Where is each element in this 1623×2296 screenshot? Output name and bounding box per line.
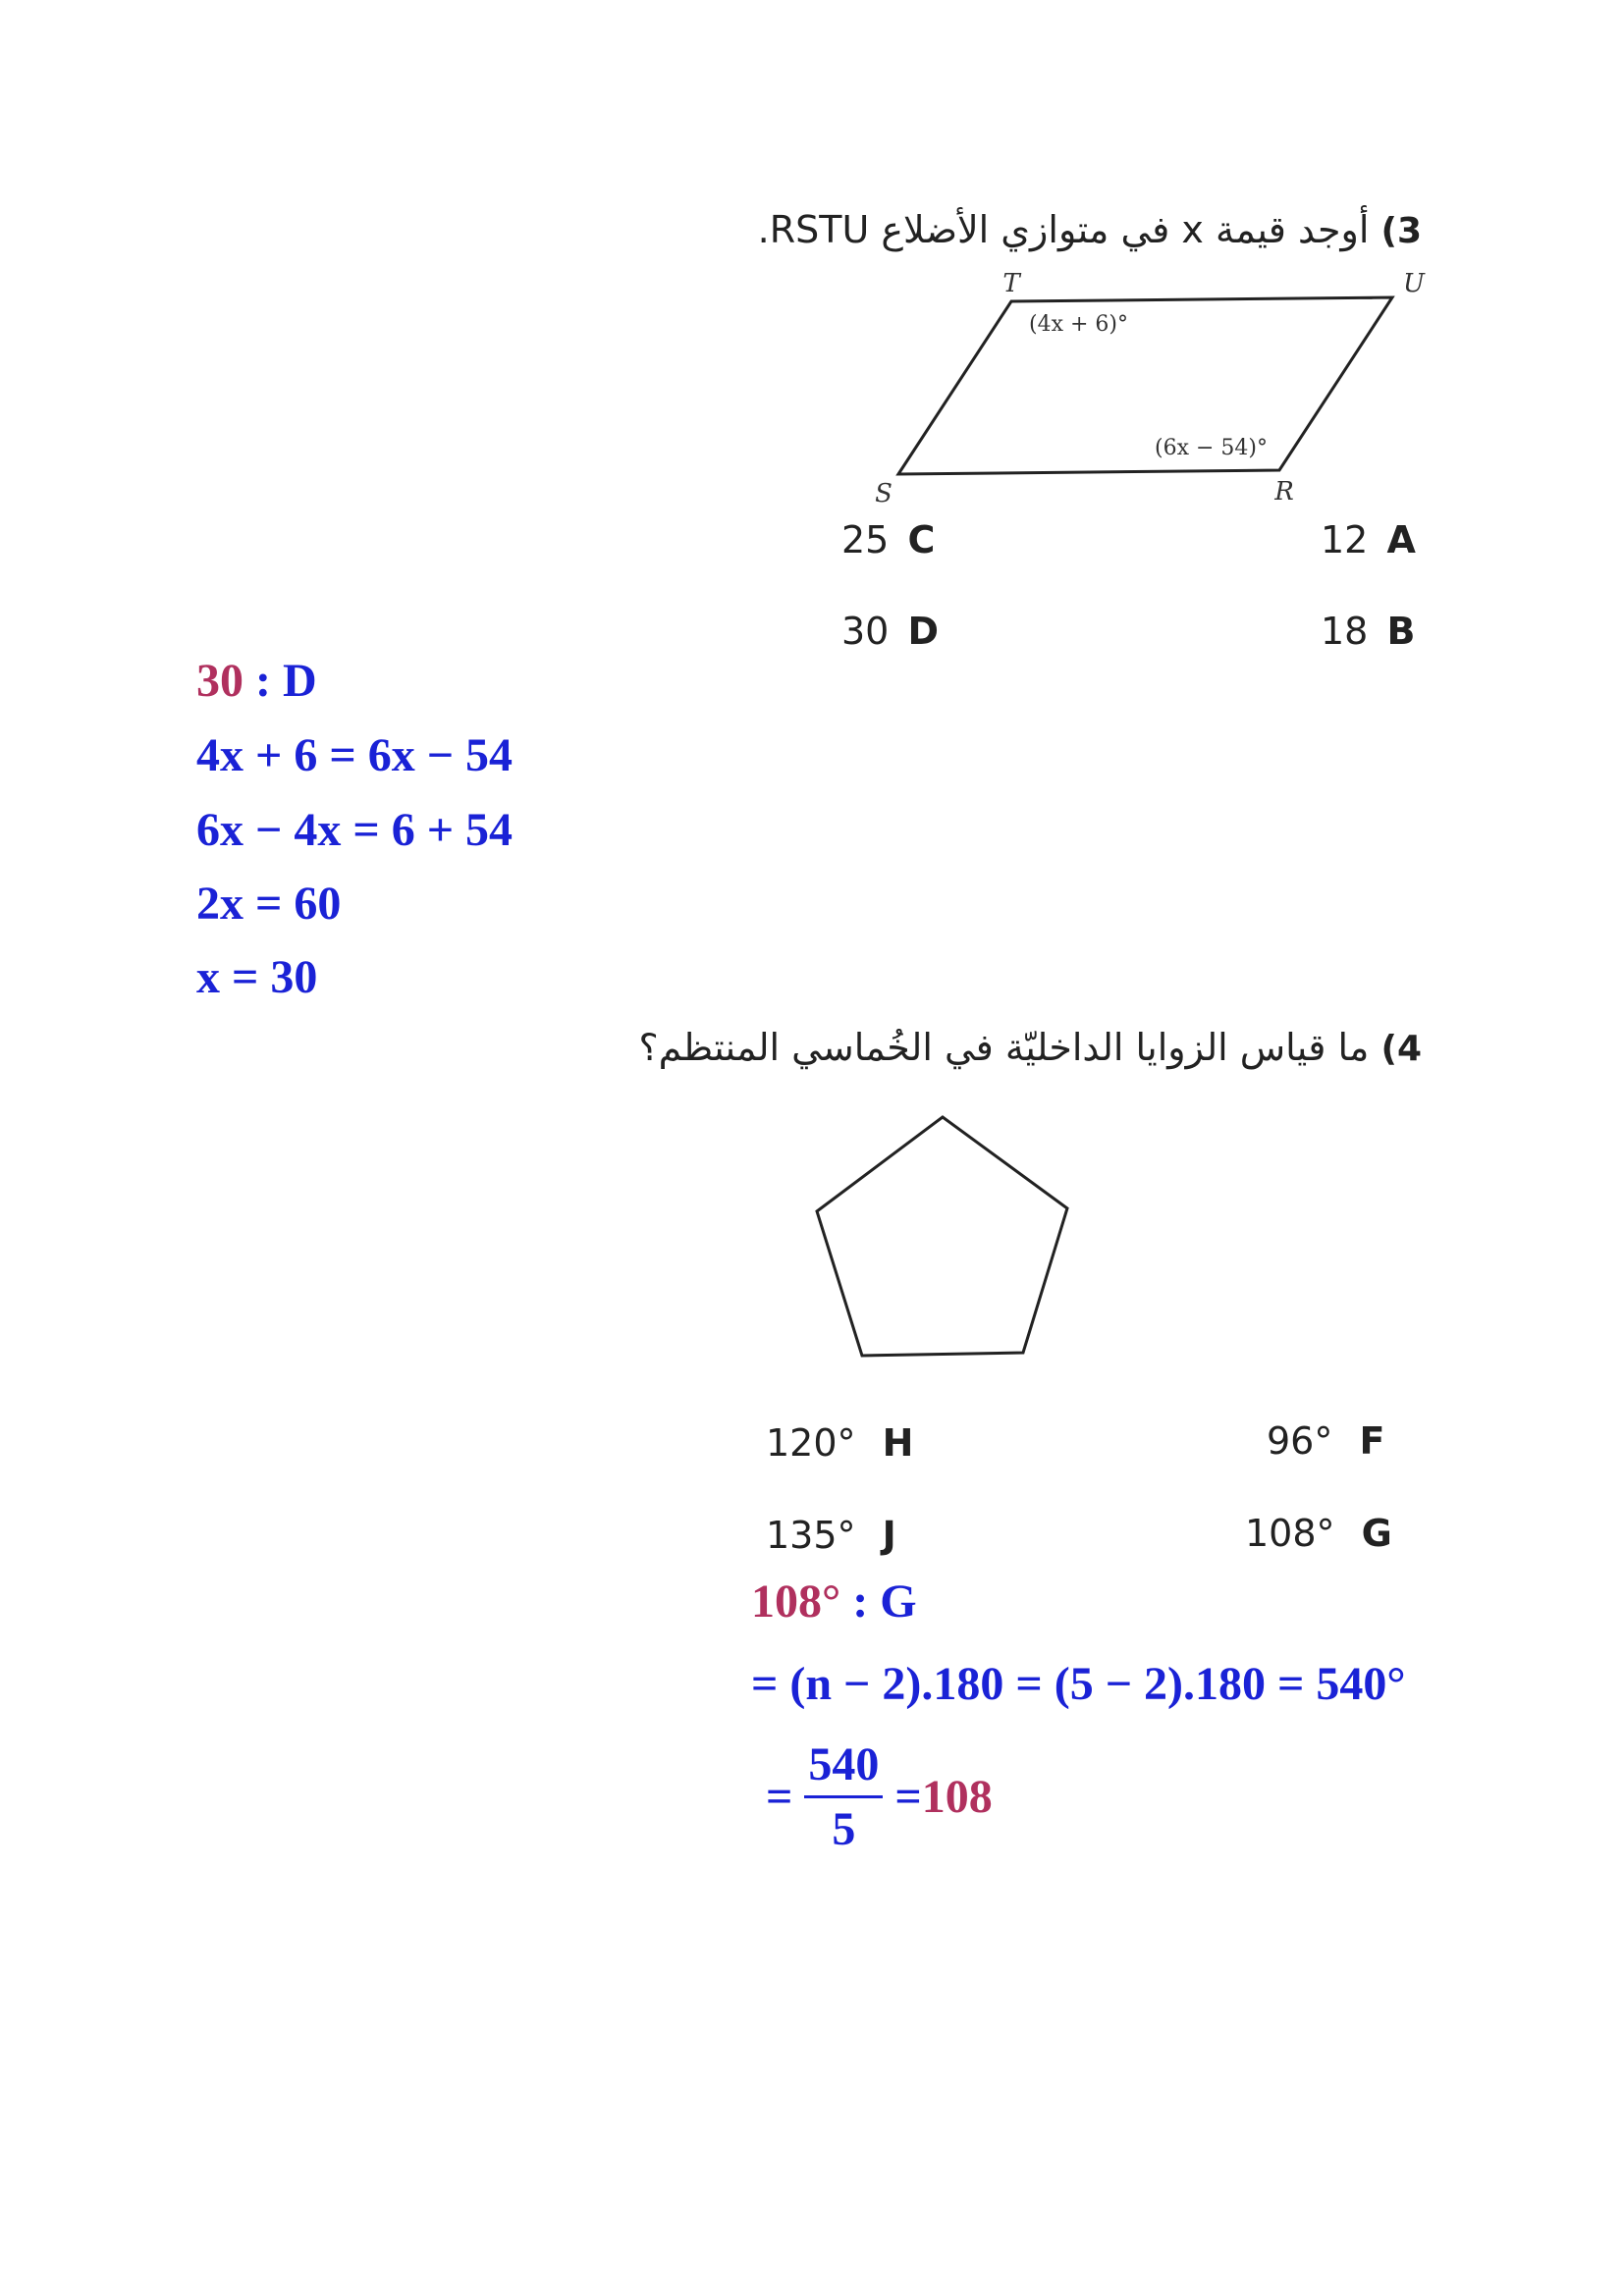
- q3-solution-step-3: 2x = 60: [196, 878, 342, 930]
- regular-pentagon: [817, 1117, 1067, 1356]
- vertex-label-u: U: [1403, 270, 1425, 298]
- q4-fraction: [804, 1737, 883, 1856]
- q3-option-d-letter: D: [907, 610, 939, 653]
- q4-option-j-letter: J: [882, 1514, 896, 1557]
- q4-fraction-equals: =: [766, 1771, 793, 1823]
- q4-fraction-line: [766, 1737, 993, 1856]
- q4-option-h-value: 120°: [766, 1421, 856, 1465]
- q4-result: 108: [921, 1771, 993, 1823]
- q3-option-b[interactable]: [1321, 610, 1415, 653]
- q4-option-j[interactable]: [766, 1514, 896, 1557]
- q3-solution-step-2: 6x − 4x = 6 + 54: [196, 804, 514, 856]
- q3-solution-step-1: 4x + 6 = 6x − 54: [196, 729, 514, 781]
- angle-label-r: (6x − 54)°: [1155, 436, 1268, 460]
- q3-option-d[interactable]: [841, 610, 939, 653]
- q4-fraction-equals-2: =: [894, 1771, 922, 1823]
- q3-option-c[interactable]: [841, 518, 935, 561]
- q4-answer-separator: :: [840, 1575, 881, 1628]
- q4-option-g-letter: G: [1361, 1512, 1392, 1555]
- q3-option-a-letter: A: [1386, 518, 1416, 561]
- q3-question: [758, 208, 1422, 251]
- q4-option-g[interactable]: [1245, 1512, 1392, 1555]
- q3-answer-letter: D: [282, 655, 317, 707]
- q3-option-b-value: 18: [1321, 610, 1369, 653]
- q3-question-text: أوجد قيمة x في متوازي الأضلاع RSTU.: [757, 208, 1370, 251]
- angle-label-t: (4x + 6)°: [1029, 312, 1128, 337]
- q3-option-a-value: 12: [1321, 518, 1369, 561]
- q4-option-f[interactable]: [1267, 1419, 1384, 1463]
- q3-solution-step-4: x = 30: [196, 951, 318, 1003]
- q4-question-text: ما قياس الزوايا الداخليّة في الخُماسي المنتظم؟: [638, 1026, 1370, 1069]
- q4-fraction-denominator: 5: [832, 1803, 856, 1855]
- q3-answer-value: 30: [196, 655, 243, 707]
- q4-number: 4): [1380, 1029, 1422, 1069]
- vertex-label-r: R: [1274, 477, 1294, 507]
- q4-answer-letter: G: [880, 1575, 917, 1628]
- q3-option-d-value: 30: [841, 610, 890, 653]
- q3-option-c-letter: C: [907, 518, 936, 561]
- q3-number: 3): [1380, 211, 1422, 251]
- q3-option-c-value: 25: [841, 518, 890, 561]
- q4-option-j-value: 135°: [766, 1514, 856, 1557]
- q4-option-f-value: 96°: [1267, 1419, 1333, 1463]
- vertex-label-t: T: [1002, 270, 1020, 298]
- vertex-label-s: S: [875, 479, 893, 508]
- q4-angle-sum-line: = (n − 2).180 = (5 − 2).180 = 540°: [751, 1658, 1406, 1710]
- q4-option-g-value: 108°: [1245, 1512, 1335, 1555]
- q4-option-h-letter: H: [882, 1421, 914, 1465]
- q4-answer-value: 108°: [751, 1575, 841, 1628]
- q4-pentagon-diagram: [805, 1109, 1080, 1364]
- q4-answer-line: [751, 1575, 917, 1629]
- q4-option-h[interactable]: [766, 1421, 913, 1465]
- q4-fraction-numerator: 540: [804, 1737, 883, 1798]
- q3-parallelogram-diagram: [854, 270, 1443, 510]
- parallelogram-rstu: [898, 297, 1392, 474]
- q4-question: [638, 1026, 1422, 1069]
- q3-answer-line: [196, 654, 317, 708]
- q3-option-b-letter: B: [1386, 610, 1416, 653]
- q3-option-a[interactable]: [1321, 518, 1416, 561]
- q4-option-f-letter: F: [1359, 1419, 1385, 1463]
- q3-answer-separator: :: [243, 655, 283, 707]
